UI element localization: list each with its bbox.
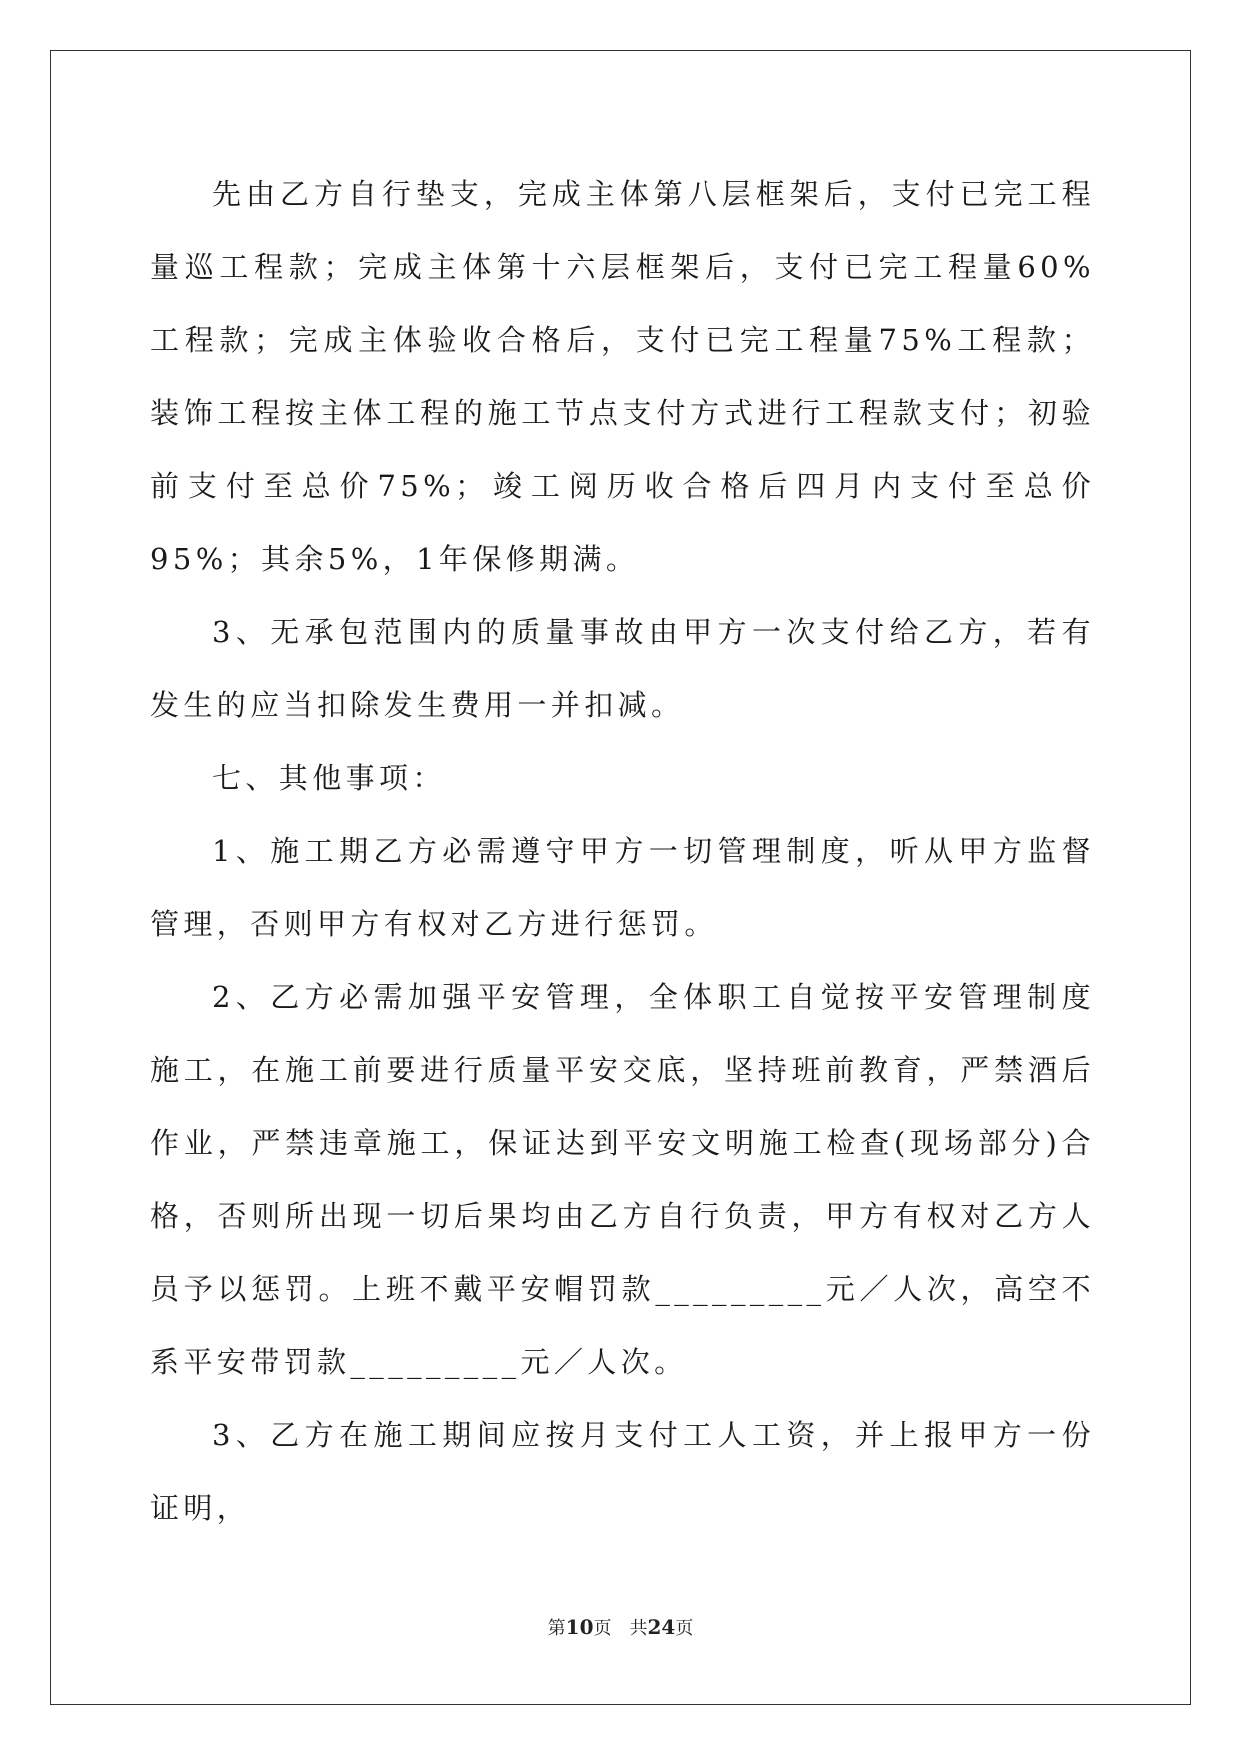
document-body	[150, 158, 1095, 1545]
paragraph-clause-2-safety: 2、乙方必需加强平安管理，全体职工自觉按平安管理制度施工，在施工前要进行质量平安交底，坚持班前教育，严禁酒后作业，严禁违章施工，保证达到平安文明施工检查(现场部分)合格，否则所出现一切后果均由乙方自行负责，甲方有权对乙方人员予以惩罚。上班不戴平安帽罚款_________元／人次，高空不系平安带罚款_________元／人次。	[150, 980, 1095, 1379]
footer-prefix: 第	[547, 1618, 566, 1639]
current-page-number: 10	[565, 1615, 594, 1639]
paragraph-clause-3-quality: 3、无承包范围内的质量事故由甲方一次支付给乙方，若有发生的应当扣除发生费用一并扣减。	[150, 615, 1095, 722]
paragraph-payment-schedule: 先由乙方自行垫支，完成主体第八层框架后，支付已完工程量巡工程款；完成主体第十六层框架后，支付已完工程量60%工程款；完成主体验收合格后，支付已完工程量75%工程款；装饰工程按主体工程的施工节点支付方式进行工程款支付；初验前支付至总价75%；竣工阅历收合格后四月内支付至总价95%；其余5%，1年保修期满。	[150, 177, 1095, 576]
paragraph-clause-1-management: 1、施工期乙方必需遵守甲方一切管理制度，听从甲方监督管理，否则甲方有权对乙方进行惩罚。	[150, 834, 1095, 941]
paragraph-clause-3-wages: 3、乙方在施工期间应按月支付工人工资，并上报甲方一份证明，	[150, 1418, 1095, 1525]
footer-total-prefix: 共	[629, 1618, 648, 1639]
footer-suffix: 页	[675, 1618, 694, 1639]
total-page-number: 24	[647, 1615, 676, 1639]
section-heading-other-matters: 七、其他事项：	[212, 761, 446, 795]
page-footer	[0, 1614, 1241, 1640]
footer-middle: 页	[593, 1618, 612, 1639]
